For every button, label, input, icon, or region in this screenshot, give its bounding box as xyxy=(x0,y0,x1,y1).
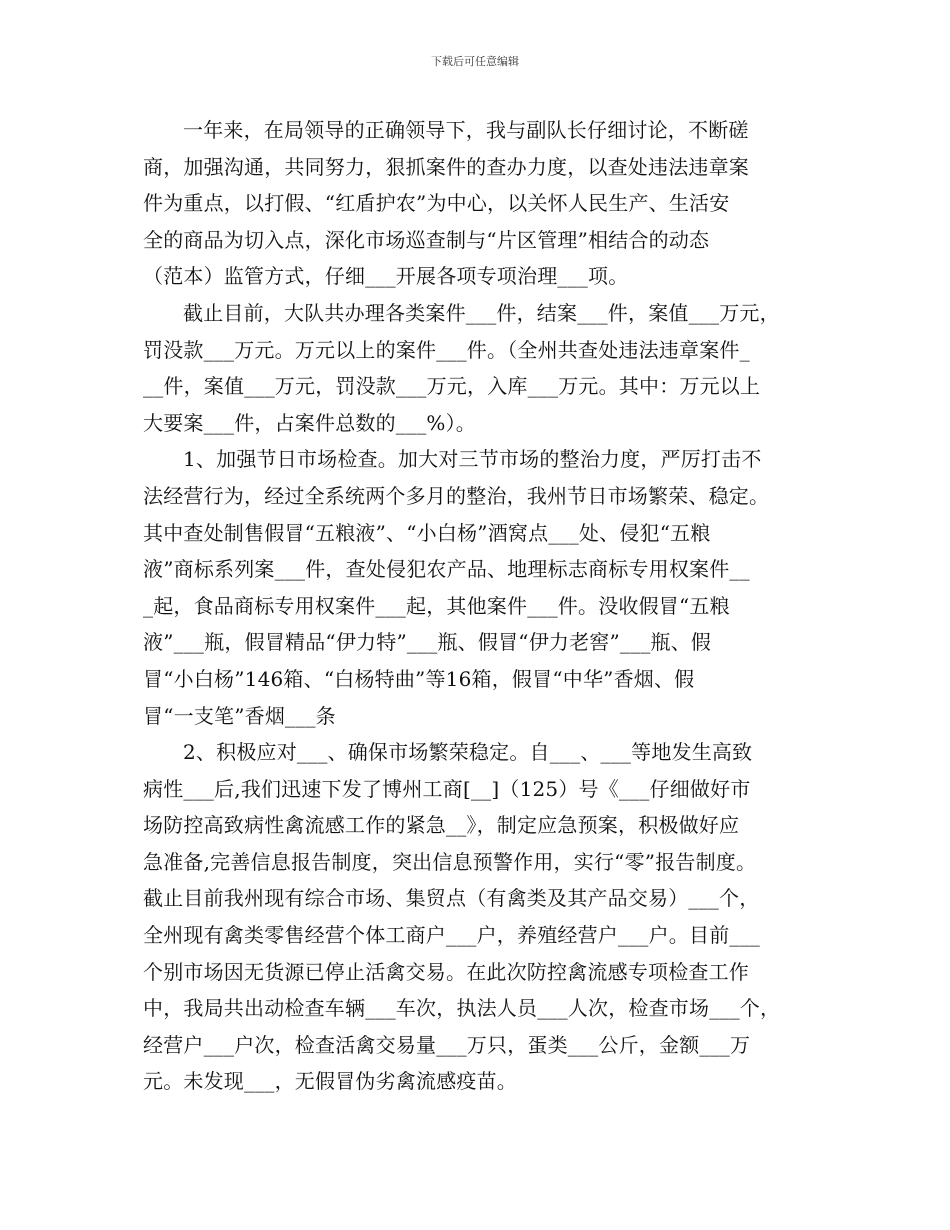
text-line: 场防控高致病性禽流感工作的紧急__》，制定应急预案，积极做好应 xyxy=(143,813,740,838)
text-line: 元。未发现___，无假冒伪劣禽流感疫苗。 xyxy=(143,1069,517,1094)
paragraph-holiday-market xyxy=(143,441,823,734)
text-line: 全的商品为切入点，深化市场巡查制与“片区管理”相结合的动态 xyxy=(143,227,710,252)
text-line: 个别市场因无货源已停止活禽交易。在此次防控禽流感专项检查工作 xyxy=(143,959,749,984)
text-line: （范本）监管方式，仔细___开展各项专项治理___项。 xyxy=(143,264,629,289)
text-line: __件，案值___万元，罚没款___万元，入库___万元。其中：万元以上 xyxy=(143,374,761,399)
text-line: 全州现有禽类零售经营个体工商户___户，养殖经营户___户。目前___ xyxy=(143,923,760,948)
page-header: 下载后可任意编辑 xyxy=(431,55,519,68)
text-line: 冒“小白杨”146箱、“白杨特曲”等16箱，假冒“中华”香烟、假 xyxy=(143,666,695,691)
text-line: 2、积极应对___、确保市场繁荣稳定。自___、___等地发生高致 xyxy=(183,740,753,765)
paragraph-intro xyxy=(143,112,823,295)
text-line: 病性___后,我们迅速下发了博州工商[__]（125）号《___仔细做好市 xyxy=(143,776,751,801)
text-line: 法经营行为，经过全系统两个多月的整治，我州节日市场繁荣、稳定。 xyxy=(143,483,770,508)
text-line: 冒“一支笔”香烟___条 xyxy=(143,703,336,728)
text-line: 截止目前，大队共办理各类案件___件，结案___件，案值___万元， xyxy=(183,300,780,325)
text-line: 一年来，在局领导的正确领导下，我与副队长仔细讨论，不断磋 xyxy=(183,118,749,142)
text-line: 件为重点，以打假、“红盾护农”为中心，以关怀人民生产、生活安 xyxy=(143,191,730,216)
text-line: 经营户___户次，检查活禽交易量___万只，蛋类___公斤，金额___万 xyxy=(143,1032,751,1057)
document-body xyxy=(143,112,823,1100)
paragraph-cases-summary xyxy=(143,295,823,441)
text-line: 截止目前我州现有综合市场、集贸点（有禽类及其产品交易）___个， xyxy=(143,886,760,911)
text-line: 中，我局共出动检查车辆___车次，执法人员___人次，检查市场___个， xyxy=(143,996,781,1021)
text-line: 其中查处制售假冒“五粮液”、“小白杨”酒窝点___处、侵犯“五粮 xyxy=(143,520,711,545)
text-line: 商，加强沟通，共同努力，狠抓案件的查办力度，以查处违法违章案 xyxy=(143,154,749,179)
text-line: 大要案___件，占案件总数的___%）。 xyxy=(143,410,477,435)
paragraph-avian-flu xyxy=(143,734,823,1100)
text-line: 1、加强节日市场检查。加大对三节市场的整治力度，严厉打击不 xyxy=(183,447,762,472)
text-line: 罚没款___万元。万元以上的案件___件。（全州共查处违法违章案件_ xyxy=(143,337,750,362)
text-line: 液”___瓶，假冒精品“伊力特”___瓶、假冒“伊力老窖”___瓶、假 xyxy=(143,630,712,655)
text-line: 急准备,完善信息报告制度，突出信息预警作用，实行“零”报告制度。 xyxy=(143,849,757,874)
text-line: 液”商标系列案___件，查处侵犯农产品、地理标志商标专用权案件__ xyxy=(143,557,750,582)
text-line: _起，食品商标专用权案件___起，其他案件___件。没收假冒“五粮 xyxy=(143,593,730,618)
